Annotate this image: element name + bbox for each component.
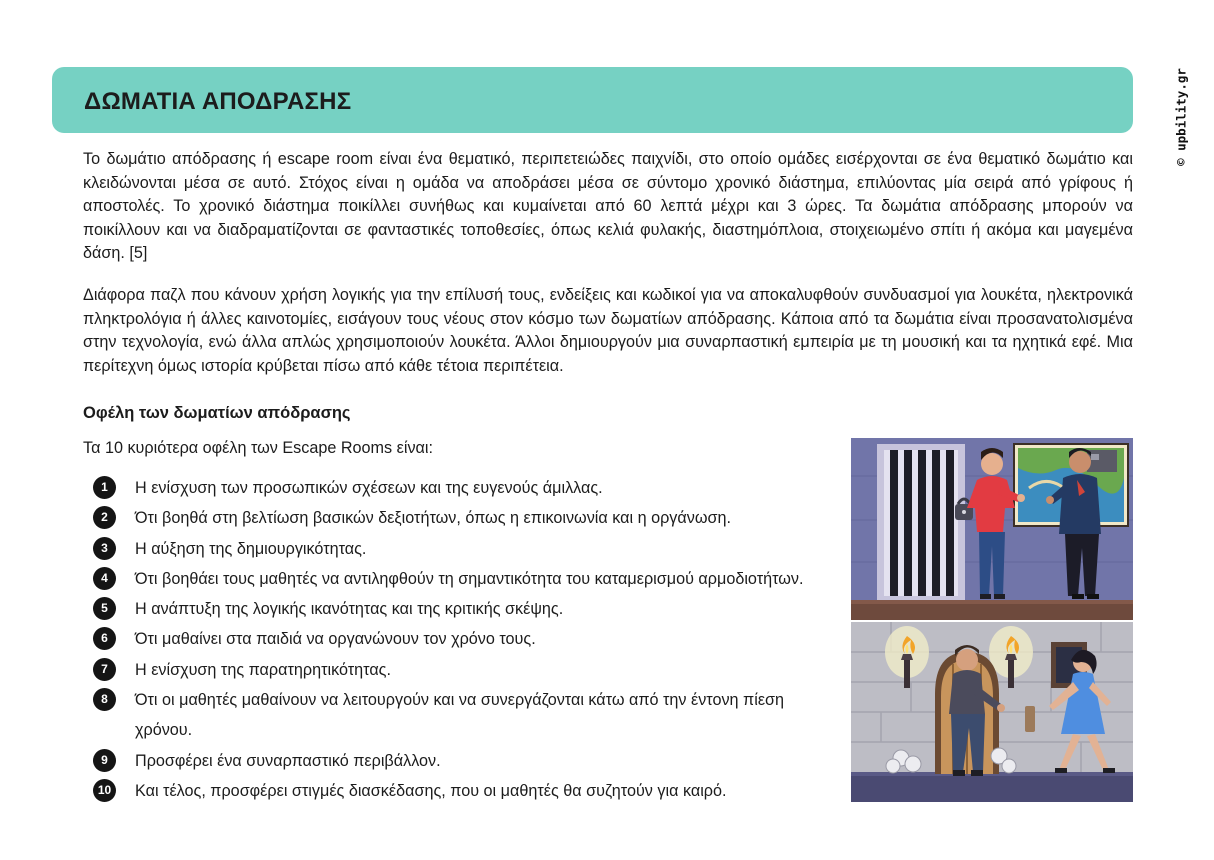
number-badge: 8 [93, 688, 116, 711]
puzzles-paragraph: Διάφορα παζλ που κάνουν χρήση λογικής για την επίλυσή τους, ενδείξεις και κωδικοί για να αποκαλυφθούν συνδυασμοί για λουκέτα, ηλεκτρονικά πληκτρολόγια ή άλλες καινοτομίες, εισάγουν τους νέους στον κόσμο των δωματίων απόδρασης. Κάποια από τα δωμάτια είναι προσανατολισμένα στην τεχνολογία, ενώ άλλα απλώς χρησιμοποιούν λουκέτα. Άλλοι δημιουργούν μια συναρπαστική εμπειρία με τη μουσική και τα ηχητικά εφέ. Μια περίτεχνη όμως ιστορία κρύβεται πίσω από κάθε τέτοια περιπέτεια. [83, 286, 1133, 375]
benefit-item-1 [93, 473, 813, 503]
benefits-intro: Τα 10 κυριότερα οφέλη των Escape Rooms είναι: [83, 439, 433, 457]
benefit-text: Ότι βοηθάει τους μαθητές να αντιληφθούν τη σημαντικότητα του καταμερισμού αρμοδιοτήτων. [135, 569, 804, 588]
benefit-item-9 [93, 746, 813, 776]
number-badge: 4 [93, 567, 116, 590]
number-badge: 2 [93, 506, 116, 529]
copyright-notice [1172, 62, 1190, 172]
intro-paragraph: Το δωμάτιο απόδρασης ή escape room είναι ένα θεματικό, περιπετειώδες παιχνίδι, στο οποίο ομάδες εισέρχονται σε ένα θεματικό δωμάτιο και κλειδώνονται μέσα σε αυτό. Στόχος είναι η ομάδα να αποδράσει μέσα σε σύντομο χρονικό διάστημα, επιλύοντας μία σειρά από γρίφους ή αποστολές. Το χρονικό διάστημα ποικίλλει συνήθως και κυμαίνεται από 60 λεπτά μέχρι και 3 ώρες. Τα δωμάτια απόδρασης μπορούν να ποικίλλουν και να διαδραματίζονται σε φανταστικές τοποθεσίες, όπως κελιά φυλακής, διαστημόπλοια, στοιχειωμένο σπίτι ή ακόμα και μαγεμένα δάση. [5] [83, 150, 1133, 263]
benefit-text: Η ενίσχυση των προσωπικών σχέσεων και της ευγενούς άμιλλας. [135, 479, 603, 497]
number-badge: 5 [93, 597, 116, 620]
escape-room-illustration [851, 438, 1133, 802]
page-title: ΔΩΜΑΤΙΑ ΑΠΟΔΡΑΣΗΣ [84, 88, 352, 115]
benefit-item-10 [93, 776, 813, 806]
benefit-item-5 [93, 594, 813, 624]
copyright-text: © upbility.gr [1173, 68, 1189, 166]
benefit-text: Και τέλος, προσφέρει στιγμές διασκέδασης, που οι μαθητές θα συζητούν για καιρό. [135, 781, 727, 800]
benefit-item-4 [93, 564, 813, 594]
header-banner [52, 67, 1133, 133]
benefit-item-8 [93, 685, 813, 746]
benefit-text: Ότι βοηθά στη βελτίωση βασικών δεξιοτήτων, όπως η επικοινωνία και η οργάνωση. [135, 509, 731, 528]
benefit-text: Ότι μαθαίνει στα παιδιά να οργανώνουν τον χρόνο τους. [135, 630, 536, 649]
benefit-item-2 [93, 503, 813, 533]
number-badge: 3 [93, 537, 116, 560]
benefit-item-7 [93, 655, 813, 685]
benefit-text: Ότι οι μαθητές μαθαίνουν να λειτουργούν και να συνεργάζονται κάτω από την έντονη πίεση χρόνου. [135, 691, 785, 740]
benefit-text: Προσφέρει ένα συναρπαστικό περιβάλλον. [135, 751, 441, 770]
number-badge: 9 [93, 749, 116, 772]
benefit-item-3 [93, 534, 813, 564]
castle-scene [851, 622, 1133, 802]
benefit-text: Η αύξηση της δημιουργικότητας. [135, 539, 367, 558]
jail-scene [851, 438, 1133, 620]
benefit-text: Η ενίσχυση της παρατηρητικότητας. [135, 660, 391, 679]
benefits-heading: Οφέλη των δωματίων απόδρασης [83, 404, 351, 422]
number-badge: 10 [93, 779, 116, 802]
number-badge: 6 [93, 627, 116, 650]
benefits-list [93, 473, 813, 806]
number-badge: 1 [93, 476, 116, 499]
benefit-text: Η ανάπτυξη της λογικής ικανότητας και της κριτικής σκέψης. [135, 600, 564, 619]
benefit-item-6 [93, 624, 813, 654]
number-badge: 7 [93, 658, 116, 681]
